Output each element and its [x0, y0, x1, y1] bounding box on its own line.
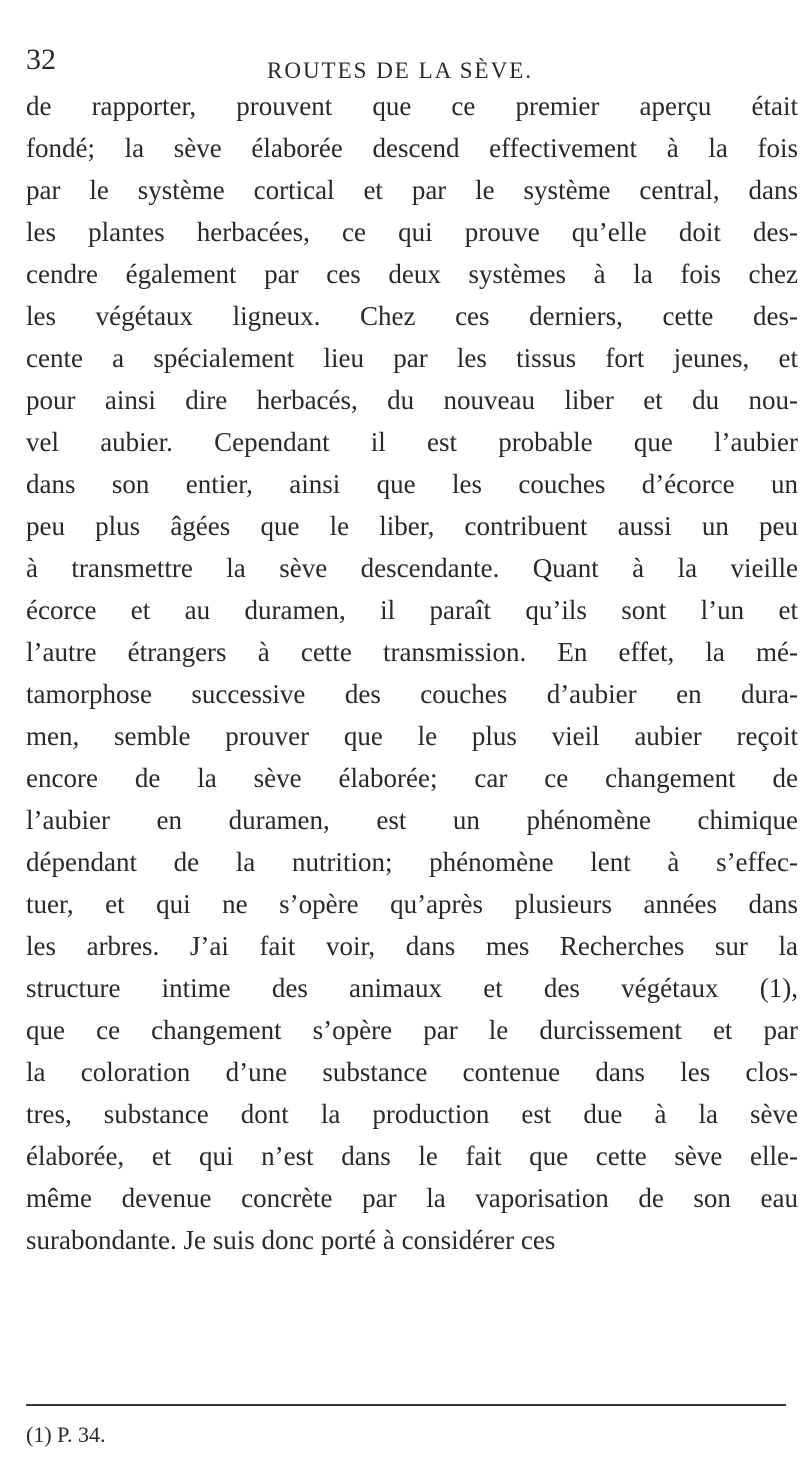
text-line: tres, substance dont la production est due à la sève [26, 1099, 798, 1129]
text-line: les végétaux ligneux. Chez ces derniers, cette des- [26, 301, 798, 331]
text-line: surabondante. Je suis donc porté à considérer ces [26, 1225, 556, 1255]
text-line: les arbres. J’ai fait voir, dans mes Recherches sur la [26, 931, 798, 961]
text-line: cendre également par ces deux systèmes à la fois chez [26, 259, 798, 289]
text-line: que ce changement s’opère par le durcissement et par [26, 1015, 798, 1045]
page-number: 32 [26, 43, 56, 76]
text-line: pour ainsi dire herbacés, du nouveau liber et du nou- [26, 385, 798, 415]
text-line: par le système cortical et par le système central, dans [26, 175, 798, 205]
body-text [26, 85, 798, 1261]
footnote: (1) P. 34. [26, 1422, 106, 1447]
running-head: ROUTES DE LA SÈVE. [267, 58, 533, 83]
text-line: les plantes herbacées, ce qui prouve qu’elle doit des- [26, 217, 798, 247]
text-line: même devenue concrète par la vaporisation de son eau [26, 1183, 798, 1213]
text-line: dépendant de la nutrition; phénomène lent à s’effec- [26, 847, 798, 877]
text-line: de rapporter, prouvent que ce premier aperçu était [26, 91, 798, 121]
text-line: à transmettre la sève descendante. Quant à la vieille [26, 553, 798, 583]
text-line: la coloration d’une substance contenue dans les clos- [26, 1057, 798, 1087]
text-line: tuer, et qui ne s’opère qu’après plusieurs années dans [26, 889, 798, 919]
text-line: men, semble prouver que le plus vieil aubier reçoit [26, 721, 798, 751]
text-line: vel aubier. Cependant il est probable que l’aubier [26, 427, 798, 457]
text-line: élaborée, et qui n’est dans le fait que cette sève elle- [26, 1141, 798, 1171]
text-line: cente a spécialement lieu par les tissus fort jeunes, et [26, 343, 798, 373]
footnote-rule [26, 1404, 786, 1406]
text-line: dans son entier, ainsi que les couches d’écorce un [26, 469, 798, 499]
text-line: l’aubier en duramen, est un phénomène chimique [26, 805, 798, 835]
text-line: encore de la sève élaborée; car ce changement de [26, 763, 798, 793]
text-line: tamorphose successive des couches d’aubier en dura- [26, 679, 798, 709]
text-line: écorce et au duramen, il paraît qu’ils sont l’un et [26, 595, 798, 625]
text-line: fondé; la sève élaborée descend effectivement à la fois [26, 133, 798, 163]
text-line: structure intime des animaux et des végétaux (1), [26, 973, 798, 1003]
text-line: peu plus âgées que le liber, contribuent aussi un peu [26, 511, 798, 541]
text-line: l’autre étrangers à cette transmission. En effet, la mé- [26, 637, 798, 667]
